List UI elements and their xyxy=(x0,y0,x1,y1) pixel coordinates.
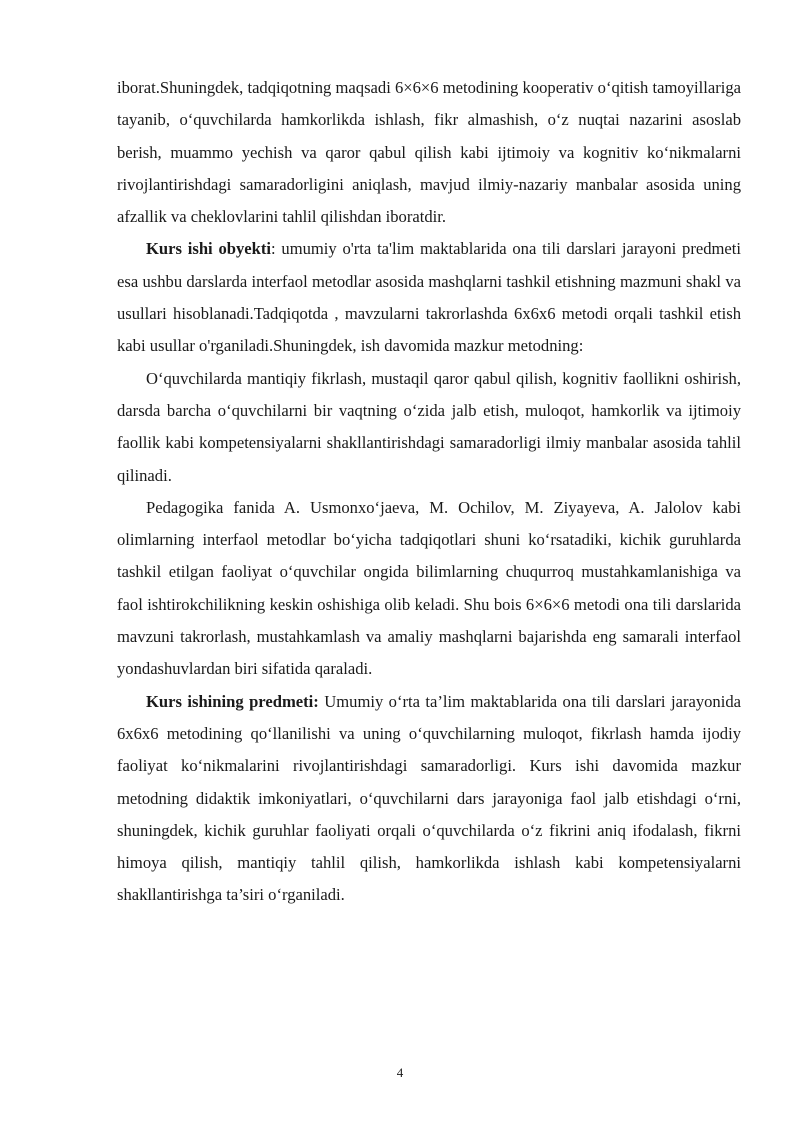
paragraph-4-text: Pedagogika fanida A. Usmonxo‘jaeva, M. Ochilov, M. Ziyayeva, A. Jalolov kabi olimlarning interfaol metodlar bo‘yicha tadqiqotlari shuni ko‘rsatadiki, kichik guruhlarda tashkil etilgan faoliyat o‘quvchilar ongida bilimlarning chuqurroq mustahkamlanishiga va faol ishtirokchilikning keskin oshishiga olib keladi. Shu bois 6×6×6 metodi ona tili darslarida mavzuni takrorlash, mustahkamlash va amaliy mashqlarni bajarishda eng samarali interfaol yondashuvlardan biri sifatida qaraladi. xyxy=(117,497,741,679)
paragraph-2-text: : umumiy o'rta ta'lim maktablarida ona tili darslari jarayoni predmeti esa ushbu darslarda interfaol metodlar asosida mashqlarni tashkil etishning mazmuni shakl va usullari hisoblanadi.Tadqiqotda , mavzularni takrorlashda 6x6x6 metodi orqali tashkil etish kabi usullar o'rganiladi.Shuningdek, ish davomida mazkur metodning: xyxy=(117,239,741,356)
paragraph-5-text: Umumiy o‘rta ta’lim maktablarida ona tili darslari jarayonida 6x6x6 metodining qo‘llanilishi va uning o‘quvchilarning muloqot, fikrlash hamda ijodiy faoliyat ko‘nikmalarini rivojlantirishdagi samaradorligi. Kurs ishi davomida mazkur metodning didaktik imkoniyatlari, o‘quvchilarni dars jarayoniga faol jalb etishdagi o‘rni, shuningdek, kichik guruhlar faoliyati orqali o‘quvchilarda o‘z fikrini aniq ifodalash, fikrni himoya qilish, mantiqiy tahlil qilish, hamkorlikda ishlash kabi kompetensiyalarni shakllantirishga ta’siri o‘rganiladi. xyxy=(117,691,741,905)
paragraph-3-text: O‘quvchilarda mantiqiy fikrlash, mustaqil qaror qabul qilish, kognitiv faollikni oshirish, darsda barcha o‘quvchilarni bir vaqtning o‘zida jalb etish, muloqot, hamkorlik va ijtimoiy faollik kabi kompetensiyalarni shakllantirishdagi samaradorligi ilmiy manbalar asosida tahlil qilinadi. xyxy=(117,368,741,485)
paragraph-4 xyxy=(117,492,741,686)
paragraph-3 xyxy=(117,363,741,492)
paragraph-2 xyxy=(117,233,741,362)
paragraph-5-heading: Kurs ishining predmeti: xyxy=(146,691,319,711)
paragraph-1 xyxy=(117,72,741,233)
page-number: 4 xyxy=(396,1065,404,1080)
paragraph-1-text: iborat.Shuningdek, tadqiqotning maqsadi 6×6×6 metodining kooperativ o‘qitish tamoyillariga tayanib, o‘quvchilarda hamkorlikda ishlash, fikr almashish, o‘z nuqtai nazarini asoslab berish, muammo yechish va qaror qabul qilish kabi ijtimoiy va kognitiv ko‘nikmalarni rivojlantirishdagi samaradorligini aniqlash, mavjud ilmiy-nazariy manbalar asosida uning afzallik va cheklovlarini tahlil qilishdan iboratdir. xyxy=(117,78,741,227)
paragraph-5 xyxy=(117,686,741,912)
paragraph-2-heading: Kurs ishi obyekti xyxy=(146,239,271,259)
document-page xyxy=(117,72,741,912)
